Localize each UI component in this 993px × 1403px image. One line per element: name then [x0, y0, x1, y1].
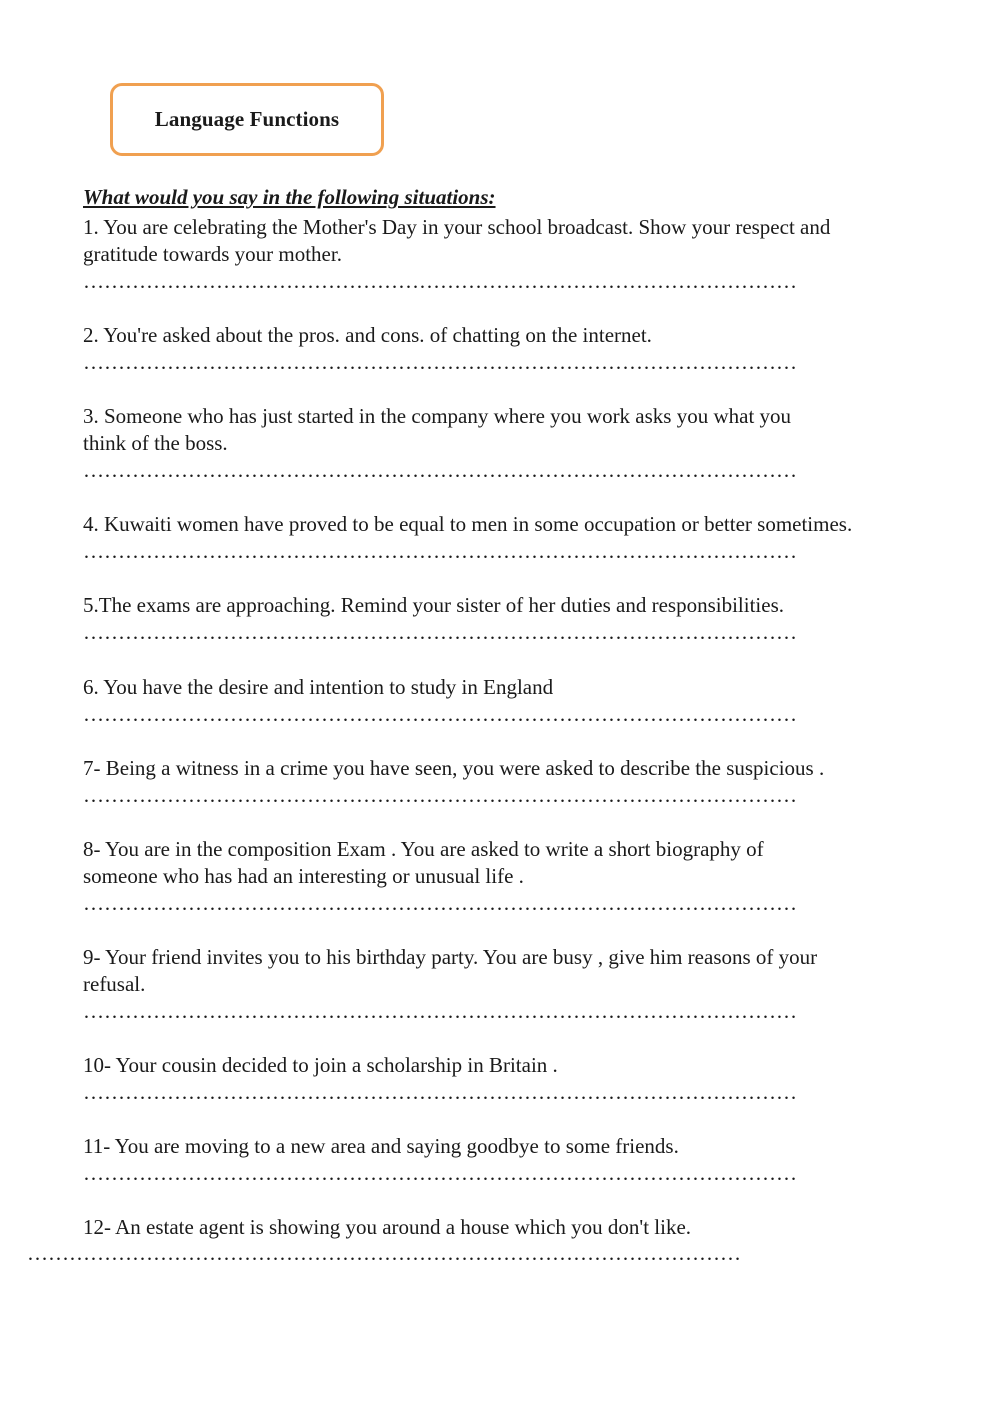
answer-line-8[interactable]: ………………………………………………………………………………………… [83, 891, 797, 915]
question-8-line-2: someone who has had an interesting or unusual life . [83, 864, 524, 888]
question-6 [83, 674, 953, 728]
question-10 [83, 1052, 953, 1106]
question-2 [83, 322, 953, 376]
answer-line-6[interactable]: ………………………………………………………………………………………… [83, 702, 797, 726]
answer-line-10[interactable]: ………………………………………………………………………………………… [83, 1080, 797, 1104]
answer-line-7[interactable]: ………………………………………………………………………………………… [83, 783, 797, 807]
question-9-line-1: 9- Your friend invites you to his birthday party. You are busy , give him reasons of your [83, 945, 818, 969]
answer-line-11[interactable]: ………………………………………………………………………………………… [83, 1161, 797, 1185]
question-7 [83, 755, 953, 809]
question-8 [83, 836, 953, 917]
answer-line-4[interactable]: ………………………………………………………………………………………… [83, 539, 797, 563]
question-12 [83, 1214, 953, 1241]
question-11 [83, 1133, 953, 1187]
question-1-line-1: 1. You are celebrating the Mother's Day in your school broadcast. Show your respect and [83, 215, 831, 239]
question-5-line-1: 5.The exams are approaching. Remind your sister of her duties and responsibilities. [83, 593, 784, 617]
question-3-line-2: think of the boss. [83, 431, 228, 455]
question-3 [83, 403, 953, 484]
answer-line-2[interactable]: ………………………………………………………………………………………… [83, 350, 797, 374]
answer-line-9[interactable]: ………………………………………………………………………………………… [83, 999, 797, 1023]
question-2-line-1: 2. You're asked about the pros. and cons. of chatting on the internet. [83, 323, 652, 347]
answer-line-1[interactable]: ………………………………………………………………………………………… [83, 269, 797, 293]
question-9 [83, 944, 953, 1025]
question-11-line-1: 11- You are moving to a new area and saying goodbye to some friends. [83, 1134, 679, 1158]
question-7-line-1: 7- Being a witness in a crime you have seen, you were asked to describe the suspicious . [83, 756, 825, 780]
question-6-line-1: 6. You have the desire and intention to study in England [83, 675, 554, 699]
question-1 [83, 214, 953, 295]
question-12-line-1: 12- An estate agent is showing you around a house which you don't like. [83, 1215, 692, 1239]
answer-line-5[interactable]: ………………………………………………………………………………………… [83, 620, 797, 644]
question-5 [83, 592, 953, 646]
question-4-line-1: 4. Kuwaiti women have proved to be equal to men in some occupation or better sometimes. [83, 512, 853, 536]
page-title: Language Functions [154, 107, 340, 131]
question-8-line-1: 8- You are in the composition Exam . You are asked to write a short biography of [83, 837, 764, 861]
answer-line-3[interactable]: ………………………………………………………………………………………… [83, 458, 797, 482]
question-4 [83, 511, 953, 565]
question-10-line-1: 10- Your cousin decided to join a scholarship in Britain . [83, 1053, 558, 1077]
question-1-line-2: gratitude towards your mother. [83, 242, 342, 266]
question-3-line-1: 3. Someone who has just started in the company where you work asks you what you [83, 404, 792, 428]
instruction-heading: What would you say in the following situations: [83, 185, 496, 209]
answer-line-12[interactable]: ………………………………………………………………………………………… [27, 1241, 741, 1265]
title-box [110, 83, 384, 156]
question-9-line-2: refusal. [83, 972, 146, 996]
